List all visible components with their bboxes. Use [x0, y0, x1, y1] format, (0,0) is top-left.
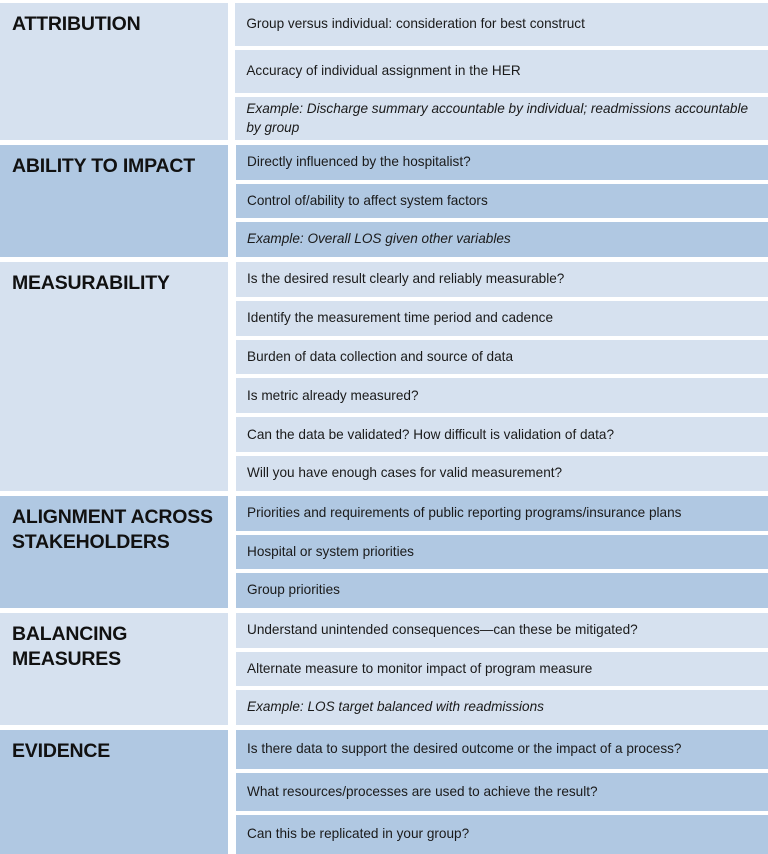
criteria-list-balancing-measures — [236, 613, 768, 725]
category-cell-ability-to-impact — [0, 145, 228, 257]
criteria-text: Is there data to support the desired outcome or the impact of a process? — [247, 741, 682, 757]
column-divider — [228, 145, 236, 257]
section-balancing-measures — [0, 613, 768, 725]
category-cell-evidence — [0, 730, 228, 854]
criteria-list-attribution — [235, 3, 768, 140]
criteria-text: Control of/ability to affect system factors — [247, 192, 488, 208]
criteria-text: Is metric already measured? — [247, 387, 419, 403]
criteria-text: Understand unintended consequences—can these be mitigated? — [247, 622, 638, 638]
criteria-row — [236, 417, 768, 452]
criteria-text: What resources/processes are used to achieve the result? — [247, 783, 598, 799]
category-cell-attribution — [0, 3, 228, 140]
column-divider — [228, 3, 235, 140]
column-divider — [228, 262, 236, 491]
criteria-list-ability-to-impact — [236, 145, 768, 257]
criteria-row — [235, 3, 768, 46]
criteria-row — [236, 262, 768, 297]
criteria-row — [236, 378, 768, 413]
category-cell-alignment-across-stakeholders — [0, 496, 228, 608]
criteria-text: Example: LOS target balanced with readmissions — [247, 699, 544, 715]
column-divider — [228, 613, 236, 725]
category-label: EVIDENCE — [12, 740, 111, 762]
category-label: ATTRIBUTION — [12, 13, 141, 35]
criteria-row — [236, 222, 768, 257]
criteria-row — [236, 145, 768, 180]
criteria-text: Can this be replicated in your group? — [247, 826, 470, 842]
criteria-row — [236, 690, 768, 725]
criteria-row — [236, 184, 768, 219]
criteria-text: Alternate measure to monitor impact of program measure — [247, 660, 593, 676]
criteria-text: Can the data be validated? How difficult is validation of data? — [247, 426, 615, 442]
category-label: BALANCING MEASURES — [12, 623, 128, 670]
criteria-row — [235, 50, 768, 93]
criteria-list-measurability — [236, 262, 768, 491]
section-alignment-across-stakeholders — [0, 496, 768, 608]
category-cell-balancing-measures — [0, 613, 228, 725]
criteria-row — [236, 730, 768, 769]
criteria-text: Directly influenced by the hospitalist? — [247, 154, 471, 170]
criteria-text: Is the desired result clearly and reliably measurable? — [247, 271, 565, 287]
section-attribution — [0, 3, 768, 140]
category-label: ABILITY TO IMPACT — [12, 155, 195, 177]
criteria-text: Priorities and requirements of public reporting programs/insurance plans — [247, 505, 682, 521]
criteria-row — [236, 456, 768, 491]
section-measurability — [0, 262, 768, 491]
criteria-row — [236, 815, 768, 854]
criteria-row — [236, 535, 768, 570]
criteria-row — [236, 340, 768, 375]
criteria-row — [236, 613, 768, 648]
criteria-row — [236, 773, 768, 812]
criteria-text: Group versus individual: consideration for best construct — [246, 16, 585, 32]
criteria-row — [236, 301, 768, 336]
criteria-row — [236, 652, 768, 687]
category-label: ALIGNMENT ACROSS STAKEHOLDERS — [12, 506, 213, 553]
criteria-list-alignment-across-stakeholders — [236, 496, 768, 608]
criteria-list-evidence — [236, 730, 768, 854]
criteria-text: Example: Discharge summary accountable by individual; readmissions accountable by group — [246, 101, 749, 135]
section-evidence — [0, 730, 768, 854]
criteria-text: Will you have enough cases for valid measurement? — [247, 465, 563, 481]
criteria-text: Example: Overall LOS given other variables — [247, 231, 511, 247]
criteria-row — [235, 97, 768, 140]
category-label: MEASURABILITY — [12, 272, 170, 294]
column-divider — [228, 730, 236, 854]
criteria-text: Hospital or system priorities — [247, 543, 414, 559]
category-cell-measurability — [0, 262, 228, 491]
criteria-row — [236, 573, 768, 608]
criteria-text: Identify the measurement time period and cadence — [247, 310, 554, 326]
column-divider — [228, 496, 236, 608]
criteria-text: Group priorities — [247, 582, 340, 598]
section-ability-to-impact — [0, 145, 768, 257]
criteria-text: Accuracy of individual assignment in the HER — [246, 63, 521, 79]
criteria-row — [236, 496, 768, 531]
criteria-text: Burden of data collection and source of data — [247, 348, 514, 364]
